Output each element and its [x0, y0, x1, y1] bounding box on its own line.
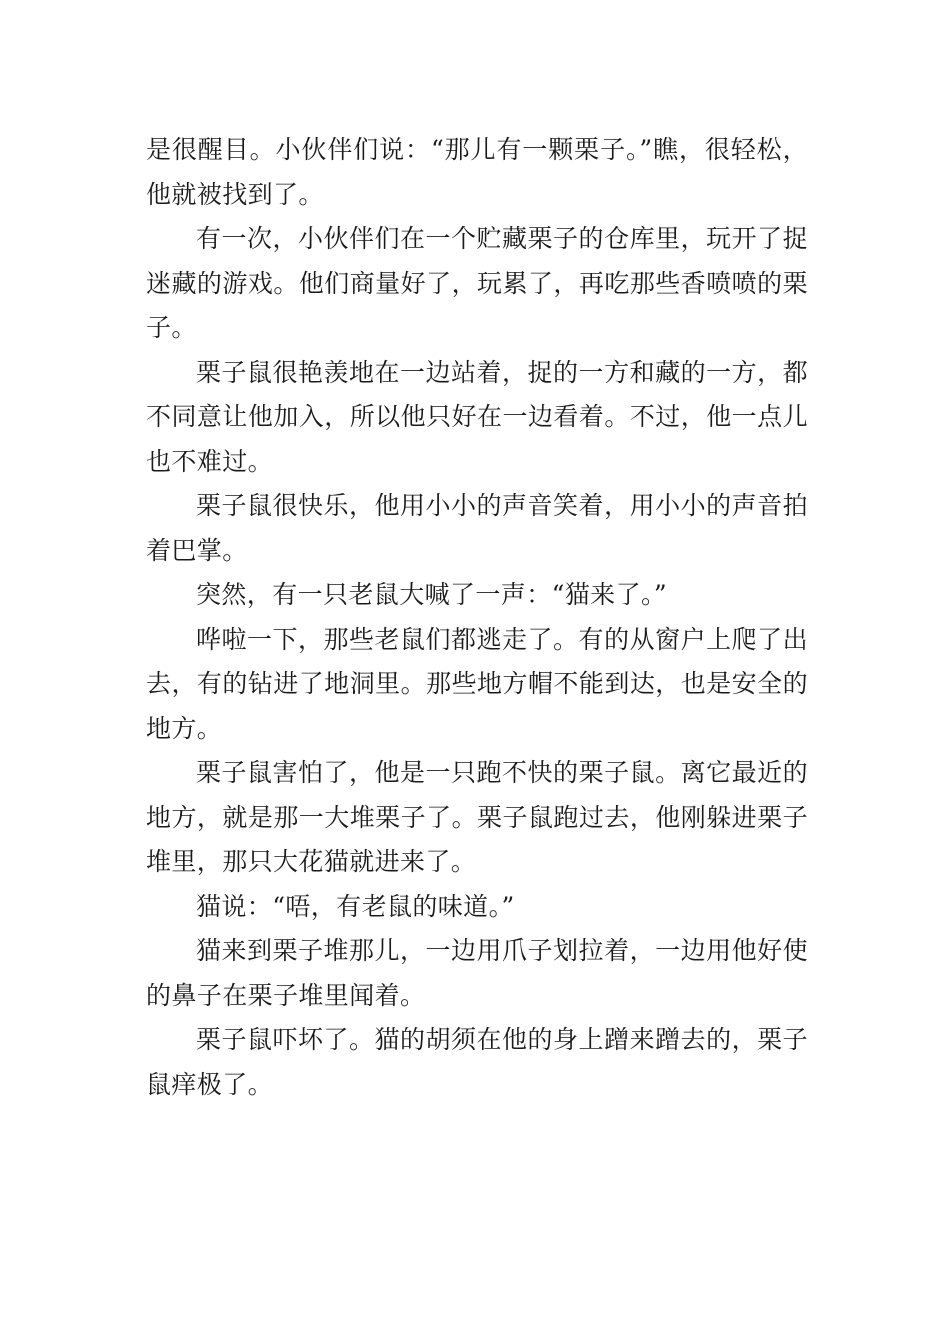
paragraph: 栗子鼠害怕了，他是一只跑不快的栗子鼠。离它最近的地方，就是那一大堆栗子了。栗子鼠跑过去，他刚躲进栗子堆里，那只大花猫就进来了。 — [146, 758, 808, 876]
paragraph: 突然，有一只老鼠大喊了一声：“猫来了。” — [196, 580, 668, 609]
paragraph-continuation: 是很醒目。小伙伴们说：“那儿有一颗栗子。”瞧，很轻松，他就被找到了。 — [146, 135, 808, 209]
paragraph: 哗啦一下，那些老鼠们都逃走了。有的从窗户上爬了出去，有的钻进了地洞里。那些地方帽不能到达，也是安全的地方。 — [146, 624, 808, 743]
paragraph: 栗子鼠很艳羡地在一边站着，捉的一方和藏的一方，都不同意让他加入，所以他只好在一边看着。不过，他一点儿也不难过。 — [146, 357, 808, 476]
paragraph: 有一次，小伙伴们在一个贮藏栗子的仓库里，玩开了捉迷藏的游戏。他们商量好了，玩累了，再吃那些香喷喷的栗子。 — [146, 224, 808, 342]
paragraph: 猫来到栗子堆那儿，一边用爪子划拉着，一边用他好使的鼻子在栗子堆里闻着。 — [146, 936, 808, 1010]
paragraph: 猫说：“唔，有老鼠的味道。” — [196, 891, 515, 921]
paragraph: 栗子鼠很快乐，他用小小的声音笑着，用小小的声音拍着巴掌。 — [146, 491, 808, 565]
paragraph: 栗子鼠吓坏了。猫的胡须在他的身上蹭来蹭去的，栗子鼠痒极了。 — [146, 1025, 808, 1099]
story-text — [146, 128, 808, 1107]
